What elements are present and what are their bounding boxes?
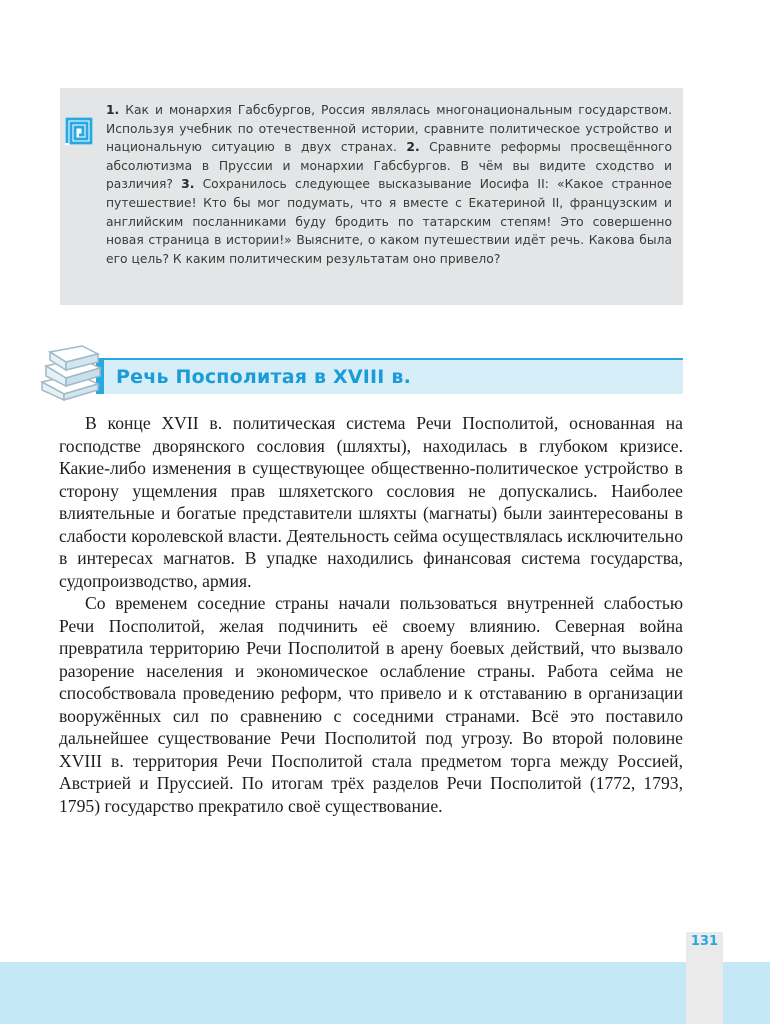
paragraph-2: Со временем соседние страны начали пользоваться внутренней слабостью Речи Посполитой, желая подчинить её своему влиянию. Северная война превратила территорию Речи Посполитой в арену боевых действий, что вызвало разорение населения и экономическое ослабление страны. Работа сейма не способствовала проведению реформ, что привело и к отставанию в организации вооружённых сил по сравнению с соседними странами. Всё это поставило дальнейшее существование Речи Посполитой под угрозу. Во второй половине XVIII в. территория Речи Посполитой стала предметом торга между Россией, Австрией и Пруссией. По итогам трёх разделов Речи Посполитой (1772, 1793, 1795) государство прекратило своё существование. xyxy=(59,593,683,816)
body-text xyxy=(59,412,683,817)
section-title: Речь Посполитая в XVIII в. xyxy=(116,366,412,388)
question-3-text: Сохранилось следующее высказывание Иосифа II: «Какое странное путешествие! Кто бы мог подумать, что я вместе с Екатериной II, французским и английским посланниками буду бродить по татарским степям! Это совершенно новая страница в истории!» Выясните, о каком путешествии идёт речь. Какова была его цель? К каким политическим результатам оно привело? xyxy=(106,177,672,266)
question-2-text: Сравните реформы просвещённого абсолютизма в Пруссии и монархии Габсбургов. В чём вы видите сходство и различия? xyxy=(106,140,672,192)
question-3-number: 3. xyxy=(181,177,195,192)
page-number: 131 xyxy=(690,934,719,949)
footer-band xyxy=(0,962,770,1024)
spiral-task-icon xyxy=(64,116,94,146)
question-2-number: 2. xyxy=(406,140,420,155)
books-icon xyxy=(36,340,106,402)
paragraph-1: В конце XVII в. политическая система Речи Посполитой, основанная на господстве дворянского сословия (шляхты), находилась в глубоком кризисе. Какие-либо изменения в существующее общественно-политическое устройство в сторону ущемления прав шляхетского сословия не допускались. Наиболее влиятельные и богатые представители шляхты (магнаты) были заинтересованы в слабости королевской власти. Деятельность сейма осуществлялась исключительно в интересах магнатов. В упадке находились финансовая система государства, судопроизводство, армия. xyxy=(59,413,683,591)
question-1-text: Как и монархия Габсбургов, Россия являлась многонациональным государством. Используя учебник по отечественной истории, сравните политическое устройство и национальную ситуацию в двух странах. xyxy=(106,103,672,155)
question-1-number: 1. xyxy=(106,103,120,117)
task-questions xyxy=(106,101,672,268)
